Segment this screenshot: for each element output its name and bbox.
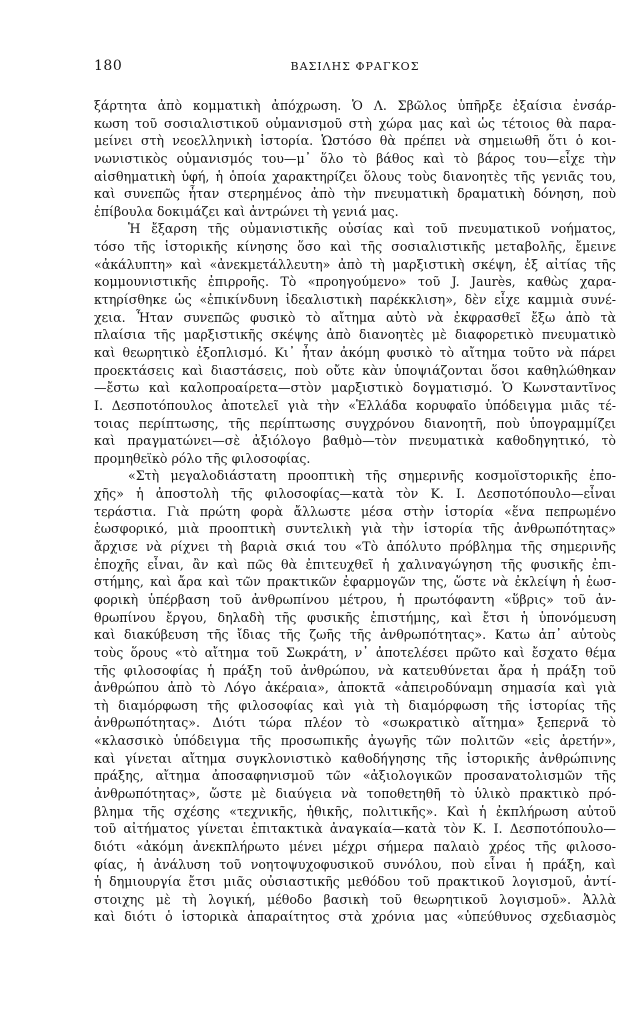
paragraph-3 [94, 467, 616, 926]
text-line: «Στὴ μεγαλοδιάστατη προοπτικὴ τῆς σημερινῆς κοσμοϊστορικῆς ἐπο- [128, 468, 616, 484]
text-line: πλαίσια τῆς μαρξιστικῆς σκέψης ἀπὸ διανοητὲς μὲ διαφορετικὸ πνευματικὸ [94, 327, 616, 343]
text-line: ἀνθρωπότητας». Διότι τώρα πλέον τὸ «σωκρατικὸ αἴτημα» ξεπερνᾶ τὸ [94, 715, 616, 731]
text-line: «ἀκάλυπτη» καὶ «ἀνεκμετάλλευτη» ἀπὸ τὴ μαρξιστικὴ σκέψη, ἐξ αἰτίας τῆς [94, 256, 616, 272]
text-line: καὶ πραγματώνει—σὲ ἀξιόλογο βαθμὸ—τὸν πνευματικὰ καθοδηγητικό, τὸ [94, 433, 616, 449]
text-line: πράξης, αἴτημα ἀποσαφηνισμοῦ τῶν «ἀξιολογικῶν προσανατολισμῶν τῆς [94, 768, 616, 784]
text-line: ξάρτητα ἀπὸ κομματικὴ ἀπόχρωση. Ὁ Λ. Σβῶλος ὑπῆρξε ἐξαίσια ἐνσάρ- [94, 98, 616, 113]
text-line: χεια. Ἦταν συνεπῶς φυσικὸ τὸ αἴτημα αὐτὸ νὰ ἐκφρασθεῖ ἔξω ἀπὸ τὰ [94, 309, 616, 325]
text-line: κωση τοῦ σοσιαλιστικοῦ οὐμανισμοῦ στὴ χώρα μας καὶ ὡς τέτοιος θὰ παρα- [94, 115, 616, 131]
text-line: καὶ θεωρητικὸ ἐξοπλισμό. Κι᾿ ἦταν ἀκόμη φυσικὸ τὸ αἴτημα τοῦτο νὰ πάρει [94, 344, 616, 360]
text-line: Ι. Δεσποτόπουλος ἀποτελεῖ γιὰ τὴν «Ἑλλάδα κορυφαῖο ὑπόδειγμα μιᾶς τέ- [94, 397, 616, 413]
text-line: ἐποχῆς εἶναι, ἂν καὶ πῶς θὰ ἐπιτευχθεῖ ἡ χαλιναγώγηση τῆς φυσικῆς ἐπι- [94, 556, 616, 572]
text-line: τοὺς ὅρους «τὸ αἴτημα τοῦ Σωκράτη, ν᾿ ἀποτελέσει πρῶτο καὶ ἔσχατο θέμα [94, 644, 616, 660]
text-line: προμηθεϊκὸ ρόλο τῆς φιλοσοφίας. [94, 450, 311, 466]
page-number: 180 [94, 58, 123, 74]
text-line: στοιχης μὲ τὴ λογική, μέθοδο βασικὴ τοῦ θεωρητικοῦ λογισμοῦ». Ἀλλὰ [94, 891, 616, 907]
page-header [94, 58, 616, 78]
text-line: ἑωσφορικό, μιὰ προοπτικὴ συντελικὴ γιὰ τὴν ἱστορία τῆς ἀνθρωπότητας» [94, 521, 616, 537]
text-line: καὶ διότι ὁ ἱστορικὰ ἀπαραίτητος στὰ χρόνια μας «ὑπεύθυνος σχεδιασμὸς [94, 909, 616, 925]
text-line: τῆς φιλοσοφίας ἡ πράξη τοῦ ἀνθρώπου, νὰ κατευθύνεται ἄρα ἡ πράξη τοῦ [94, 662, 616, 678]
text-line: χῆς» ἡ ἀποστολὴ τῆς φιλοσοφίας—κατὰ τὸν Κ. Ι. Δεσποτόπουλο—εἶναι [94, 486, 616, 502]
text-line: φορικὴ ὑπέρβαση τοῦ ἀνθρωπίνου μέτρου, ἡ πρωτόφαντη «ὕβρις» τοῦ ἀν- [94, 591, 616, 607]
text-line: νωνιστικὸς οὐμανισμός του—μ᾿ ὅλο τὸ βάθος καὶ τὸ βάρος του—εἶχε τὴν [94, 150, 616, 166]
text-line: ἀνθρώπου ἀπὸ τὸ Λόγο ἀκέραια», ἀποκτᾶ «ἀπειροδύναμη σημασία καὶ γιὰ [94, 680, 616, 696]
text-line: ἄρχισε νὰ ρίχνει τὴ βαριὰ σκιά του «Τὸ ἀπόλυτο πρόβλημα τῆς σημερινῆς [94, 539, 616, 555]
text-line: φίας, ἡ ἀνάλυση τοῦ νοητοψυχοφυσικοῦ συνόλου, ποὺ εἶναι ἡ πράξη, καὶ [94, 856, 616, 872]
text-line: βλημα τῆς σχέσης «τεχνικῆς, ἠθικῆς, πολιτικῆς». Καὶ ἡ ἐκπλήρωση αὐτοῦ [94, 803, 616, 819]
text-line: τοῦ αἰτήματος γίνεται ἐπιτακτικὰ ἀναγκαία—κατὰ τὸν Κ. Ι. Δεσποτόπουλο— [94, 821, 616, 837]
text-line: στήμης, καὶ ἄρα καὶ τῶν πρακτικῶν ἐφαρμογῶν της, ὥστε νὰ ἐκλείψη ἡ ἑωσ- [94, 574, 616, 590]
text-line: τεράστια. Γιὰ πρώτη φορὰ ἄλλωστε μέσα στὴν ἱστορία «ἕνα πεπρωμένο [94, 503, 616, 519]
text-line: κομμουνιστικῆς ἐπιρροῆς. Τὸ «προηγούμενο» τοῦ J. Jaurès, καθὼς χαρα- [94, 274, 616, 290]
text-line: καὶ διακύβευση τῆς ἴδιας τῆς ζωῆς τῆς ἀνθρωπότητας». Κατω ἀπ᾿ αὐτοὺς [94, 627, 616, 643]
paragraph-2 [94, 220, 616, 467]
text-line: θρωπίνου ἔργου, δηλαδὴ τῆς φυσικῆς ἐπιστήμης, καὶ ἔτσι ἡ ὑπονόμευση [94, 609, 616, 625]
text-line: προεκτάσεις καὶ διαστάσεις, ποὺ οὔτε κὰν ὑποψιάζονται ὅσοι καθηλώθηκαν [94, 362, 616, 378]
text-line: ἐπίβουλα δοκιμάζει καὶ ἀντρώνει τὴ γενιά μας. [94, 203, 399, 219]
text-line: ἀνθρωπότητας», ὥστε μὲ διαύγεια νὰ τοποθετηθῆ τὸ ὑλικὸ πρακτικὸ πρό- [94, 785, 616, 801]
text-line: διότι «ἀκόμη ἀνεκπλήρωτο μένει μέχρι σήμερα παλαιὸ χρέος τῆς φιλοσο- [94, 838, 616, 854]
paragraph-1 [94, 97, 616, 220]
text-line: τοιας περίπτωσης, τῆς περίπτωσης συγχρόνου διανοητῆ, ποὺ ὑπογραμμίζει [94, 415, 616, 431]
text-line: τὴ διαμόρφωση τῆς φιλοσοφίας καὶ γιὰ τὴ διαμόρφωση τῆς ἱστορίας τῆς [94, 697, 616, 713]
body-text [94, 97, 616, 926]
text-line: κτηρίσθηκε ὡς «ἐπικίνδυνη ἰδεαλιστικὴ παρέκκλιση», δὲν εἶχε καμμιὰ συνέ- [94, 292, 616, 308]
text-line: «κλασσικὸ ὑπόδειγμα τῆς προσωπικῆς ἀγωγῆς τῶν πολιτῶν «εἰς ἀρετήν», [94, 733, 616, 749]
text-line: —ἔστω καὶ καλοπροαίρετα—στὸν μαρξιστικὸ δογματισμό. Ὁ Κωνσταντῖνος [94, 380, 616, 396]
text-line: τόσο τῆς ἱστορικῆς κίνησης ὅσο καὶ τῆς σοσιαλιστικῆς μεταβολῆς, ἔμεινε [94, 239, 616, 255]
text-line: καὶ γίνεται αἴτημα συγκλονιστικὸ καθοδήγησης τῆς ἱστορικῆς ἀνθρώπινης [94, 750, 616, 766]
text-line: μείνει στὴ νεοελληνικὴ ἱστορία. Ὡστόσο θὰ πρέπει νὰ σημειωθῆ ὅτι ὁ κοι- [94, 133, 616, 149]
text-line: αἰσθηματικὴ ὑφή, ἡ ὁποία χαρακτηρίζει ὅλους τοὺς διανοητὲς τῆς γενιᾶς του, [94, 168, 616, 184]
text-line: καὶ συνεπῶς ἦταν στερημένος ἀπὸ τὴν πνευματικὴ δραματικὴ δόνηση, ποὺ [94, 186, 616, 202]
text-line: ἡ δημιουργία ἔτσι μιᾶς οὐσιαστικῆς μεθόδου τοῦ πρακτικοῦ λογισμοῦ, ἀντί- [94, 874, 616, 890]
running-head: ΒΑΣΙΛΗΣ ΦΡΑΓΚΟΣ [290, 60, 420, 73]
text-line: Ἡ ἔξαρση τῆς οὐμανιστικῆς οὐσίας καὶ τοῦ πνευματικοῦ νοήματος, [128, 221, 616, 237]
